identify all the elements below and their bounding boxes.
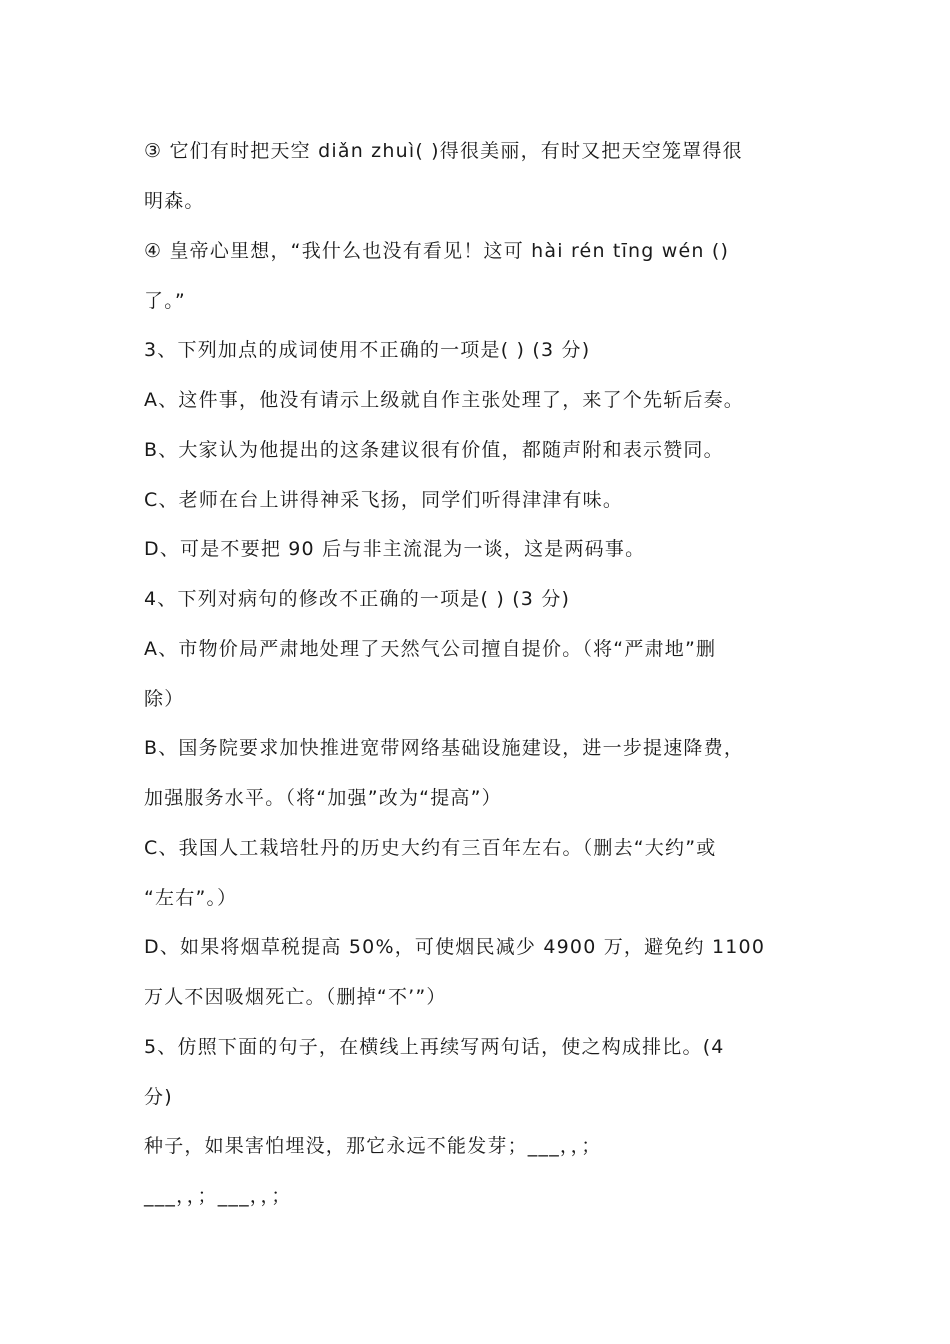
question-4-option-b: B、国务院要求加快推进宽带网络基础设施建设，进一步提速降费， [144,737,745,759]
text-line: ④ 皇帝心里想，“我什么也没有看见！这可 hài rén tīng wén () [144,240,730,262]
question-4-option-b-cont: 加强服务水平。（将“加强”改为“提高”） [144,787,502,809]
question-3-option-a: A、这件事，他没有请示上级就自作主张处理了，来了个先斩后奏。 [144,389,744,411]
question-3-option-b: B、大家认为他提出的这条建议很有价值，都随声附和表示赞同。 [144,439,724,461]
question-3-option-c: C、老师在台上讲得神采飞扬，同学们听得津津有味。 [144,489,624,511]
question-5-stem-cont: 分) [144,1086,173,1108]
text-line: 明森。 [144,190,205,212]
text-line: ③ 它们有时把天空 diǎn zhuì( )得很美丽，有时又把天空笼罩得很 [144,140,743,162]
question-4-option-a-cont: 除） [144,688,185,710]
question-5-blanks: ___，，；___，，； [144,1185,292,1207]
question-4-stem: 4、下列对病句的修改不正确的一项是( ) (3 分) [144,588,571,610]
question-5-stem: 5、仿照下面的句子，在横线上再续写两句话，使之构成排比。(4 [144,1036,725,1058]
question-4-option-d-cont: 万人不因吸烟死亡。（删掉“不’”） [144,986,447,1008]
question-3-option-d: D、可是不要把 90 后与非主流混为一谈，这是两码事。 [144,538,646,560]
question-3-stem: 3、下列加点的成词使用不正确的一项是( ) (3 分) [144,339,591,361]
question-4-option-d: D、如果将烟草税提高 50%，可使烟民减少 4900 万，避免约 1100 [144,936,766,958]
question-5-example: 种子，如果害怕埋没，那它永远不能发芽；___，，； [144,1135,602,1157]
text-line: 了。” [144,290,186,312]
question-4-option-c-cont: “左右”。） [144,887,238,909]
question-4-option-c: C、我国人工栽培牡丹的历史大约有三百年左右。（删去“大约”或 [144,837,717,859]
question-4-option-a: A、市物价局严肃地处理了天然气公司擅自提价。（将“严肃地”删 [144,638,717,660]
